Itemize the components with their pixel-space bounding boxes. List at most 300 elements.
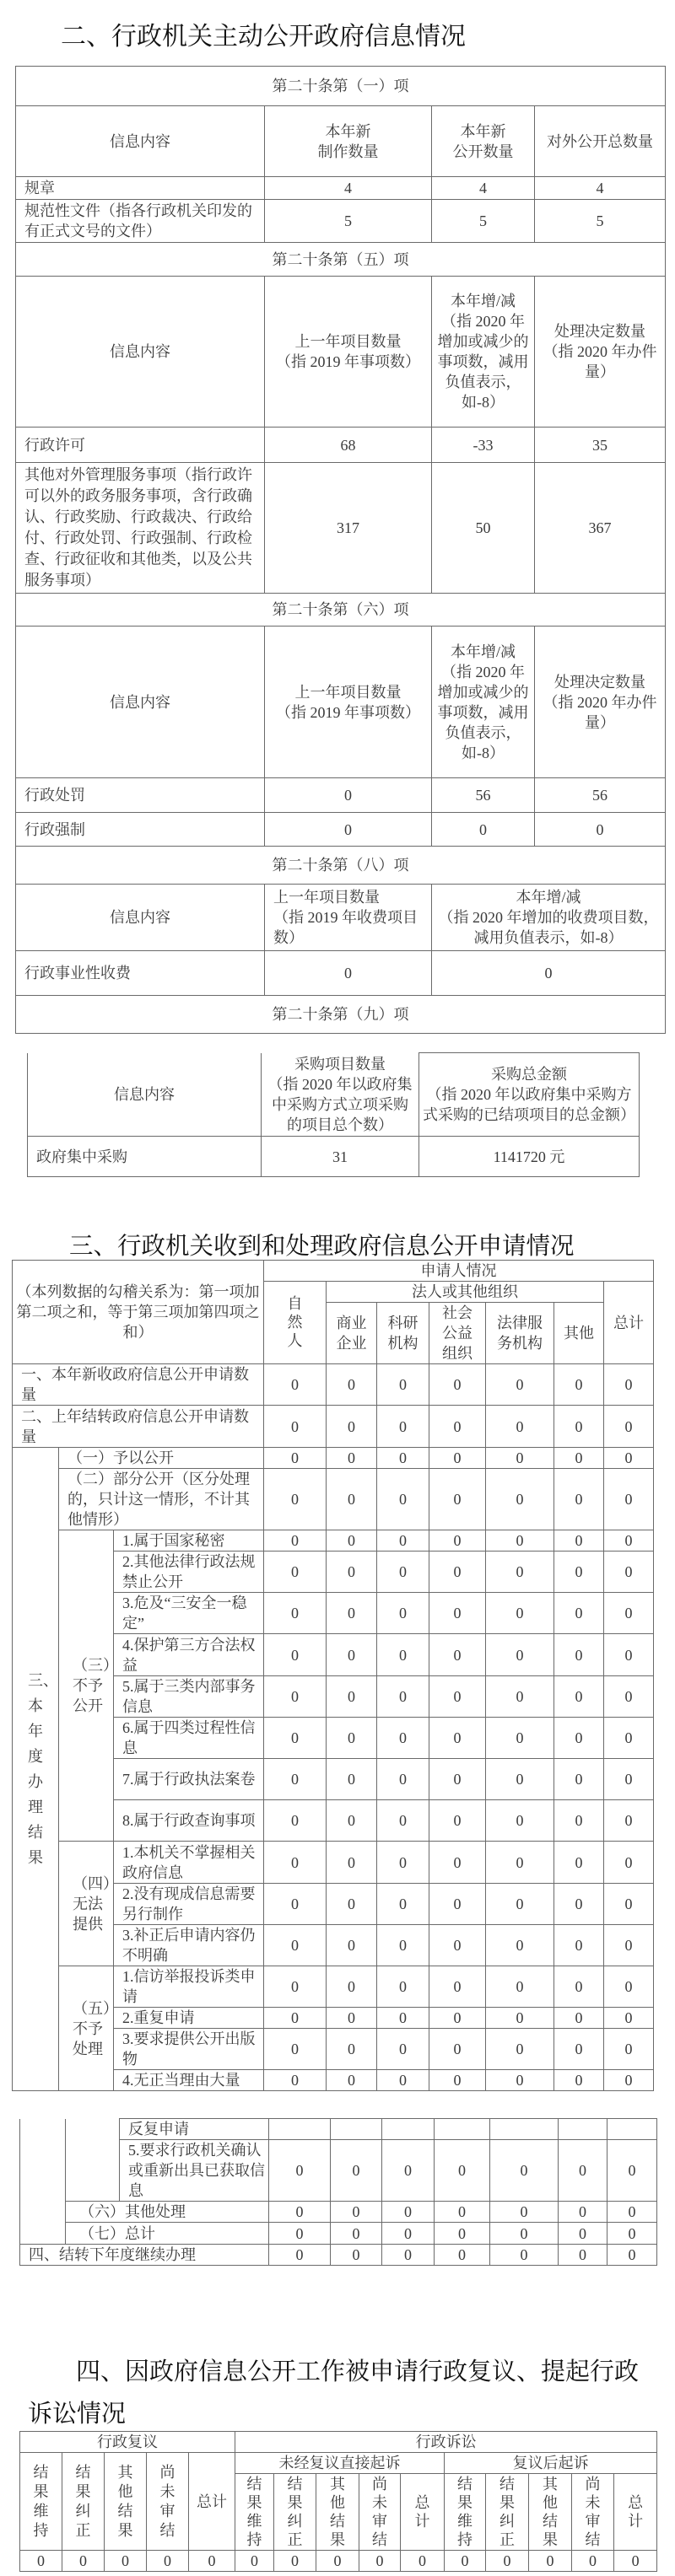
table-cell: 0 [327, 1676, 377, 1718]
row-label: （六）其他处理 [66, 2202, 269, 2223]
column-header: 复议后起诉 [445, 2453, 657, 2474]
table-cell: 0 [486, 1718, 554, 1759]
column-note: （本列数据的勾稽关系为：第一项加第二项之和，等于第三项加第四项之和） [13, 1261, 264, 1364]
table-cell: 0 [604, 1676, 654, 1718]
table-cell: 0 [614, 2551, 657, 2572]
row-label: 政府集中采购 [28, 1137, 262, 1177]
column-header [359, 2474, 401, 2551]
header-row [20, 2432, 657, 2453]
table-row [13, 1448, 654, 1469]
table-cell: 0 [264, 1759, 327, 1800]
table-row [16, 463, 666, 594]
table-cell: 0 [274, 2551, 316, 2572]
table-cell: 0 [377, 1800, 429, 1842]
table-cell: 0 [377, 1406, 429, 1448]
table-cell: 0 [490, 2202, 559, 2223]
column-header [264, 1282, 327, 1364]
column-header: 科研机构 [377, 1303, 429, 1364]
table-cell: -33 [432, 428, 535, 463]
table-cell: 0 [608, 2223, 657, 2245]
table-cell: 0 [608, 2202, 657, 2223]
cell-text: 结果维持 [457, 2475, 473, 2548]
column-header: 处理决定数量 （指 2020 年办件量） [535, 277, 666, 428]
row-label: 4.无正当理由大量 [114, 2070, 264, 2091]
table-cell: 0 [382, 2140, 435, 2202]
row-group-continued [66, 2119, 120, 2202]
table-cell: 0 [604, 1448, 654, 1469]
row-label: 7.属于行政执法案卷 [114, 1759, 264, 1800]
table-cell: 0 [608, 2245, 657, 2266]
table-cell: 4 [265, 177, 432, 200]
table-cell: 68 [265, 428, 432, 463]
procurement-table [27, 1052, 640, 1177]
table-cell: 0 [604, 1530, 654, 1552]
column-header: 行政诉讼 [235, 2432, 657, 2453]
table-cell: 0 [432, 813, 535, 847]
table-cell: 0 [429, 1406, 486, 1448]
table-cell: 4 [432, 177, 535, 200]
section-4-title: 四、因政府信息公开工作被申请行政复议、提起行政诉讼情况 [28, 2358, 640, 2428]
cell-text: 总计 [628, 2493, 644, 2530]
table-cell: 56 [535, 778, 666, 813]
column-header: 上一年项目数量 （指 2019 年事项数） [265, 277, 432, 428]
table-cell: 4 [535, 177, 666, 200]
table-cell: 0 [604, 1884, 654, 1925]
table-row [13, 1469, 654, 1530]
table-cell: 0 [559, 2223, 608, 2245]
table-cell: 0 [486, 1552, 554, 1593]
table-cell: 0 [327, 1925, 377, 1966]
column-header [274, 2474, 316, 2551]
table-cell: 0 [486, 1469, 554, 1530]
cell-text: 三、本年度办理结果 [28, 1672, 58, 1866]
table-cell: 0 [486, 1884, 554, 1925]
table-cell: 0 [377, 1759, 429, 1800]
table-cell: 0 [429, 1364, 486, 1406]
row-label: 1.信访举报投诉类申请 [114, 1966, 264, 2008]
row-label: 2.其他法律行政法规禁止公开 [114, 1552, 264, 1593]
table-cell: 0 [264, 1552, 327, 1593]
table-cell: 0 [490, 2245, 559, 2266]
table-cell: 0 [269, 2140, 331, 2202]
cell-text: 总计 [414, 2493, 430, 2530]
table-cell: 0 [604, 1925, 654, 1966]
cell-text: 其他结果 [330, 2475, 346, 2548]
table-cell [559, 2119, 608, 2140]
row-label: 1.本机关不掌握相关政府信息 [114, 1842, 264, 1884]
table-cell: 0 [269, 2202, 331, 2223]
table-cell [490, 2119, 559, 2140]
cell-text: 其他结果 [543, 2475, 559, 2548]
table-cell: 56 [432, 778, 535, 813]
table-cell: 0 [486, 1925, 554, 1966]
row-label: 规范性文件（指各行政机关印发的有正式文号的文件） [16, 200, 265, 243]
table-cell: 0 [62, 2551, 105, 2572]
row-label: 二、上年结转政府信息公开申请数量 [13, 1406, 264, 1448]
row-label: （七）总计 [66, 2223, 269, 2245]
table-cell: 0 [264, 1593, 327, 1634]
table-cell: 317 [265, 463, 432, 594]
table-row [16, 428, 666, 463]
table-cell: 0 [264, 1530, 327, 1552]
table-cell: 0 [265, 778, 432, 813]
column-header: 本年新 公开数量 [432, 106, 535, 177]
column-header [147, 2453, 189, 2551]
table-cell: 0 [269, 2245, 331, 2266]
table-cell: 0 [604, 2070, 654, 2091]
column-header: 信息内容 [16, 106, 265, 177]
table-cell: 0 [382, 2223, 435, 2245]
table-cell: 0 [327, 1966, 377, 2008]
table-cell: 367 [535, 463, 666, 594]
table-cell: 0 [377, 2029, 429, 2070]
table-cell: 0 [490, 2140, 559, 2202]
table-cell: 0 [264, 1364, 327, 1406]
table-cell: 0 [269, 2223, 331, 2245]
cell-text: 其他结果 [117, 2463, 133, 2539]
table-cell: 0 [604, 1406, 654, 1448]
table-row [13, 1406, 654, 1448]
table-cell: 0 [554, 2070, 604, 2091]
cell-text: 结果纠正 [500, 2475, 516, 2548]
table-cell: 0 [377, 2070, 429, 2091]
cell-text: 结果纠正 [287, 2475, 303, 2548]
table-cell: 0 [554, 1966, 604, 2008]
column-header: 法律服务机构 [486, 1303, 554, 1364]
table-cell: 0 [429, 1593, 486, 1634]
table-cell: 0 [359, 2551, 401, 2572]
table-cell: 0 [377, 1884, 429, 1925]
table-cell: 0 [327, 1884, 377, 1925]
table-cell: 0 [20, 2551, 62, 2572]
table-cell: 0 [327, 1593, 377, 1634]
cell-text: 结果纠正 [75, 2463, 91, 2539]
table-cell [382, 2119, 435, 2140]
column-header: 上一年项目数量 （指 2019 年收费项目数） [265, 885, 432, 951]
table-cell: 0 [486, 1842, 554, 1884]
row-group-label: （五）不予处理 [59, 1966, 114, 2091]
column-header: 处理决定数量 （指 2020 年办件量） [535, 627, 666, 778]
table-cell: 0 [486, 2029, 554, 2070]
table-cell: 0 [554, 1842, 604, 1884]
column-header [105, 2453, 147, 2551]
table-cell: 0 [189, 2551, 235, 2572]
table-cell: 0 [429, 1718, 486, 1759]
column-header [62, 2453, 105, 2551]
table-cell: 0 [604, 1593, 654, 1634]
table-row [20, 2119, 657, 2140]
table-cell: 0 [604, 1634, 654, 1676]
table-cell: 0 [554, 2029, 604, 2070]
row-label: 2.没有现成信息需要另行制作 [114, 1884, 264, 1925]
cell-text: 自然人 [287, 1295, 303, 1349]
column-header: 信息内容 [16, 885, 265, 951]
row-label: 1.属于国家秘密 [114, 1530, 264, 1552]
table-cell: 0 [604, 1966, 654, 2008]
row-label: 5.属于三类内部事务信息 [114, 1676, 264, 1718]
table-cell: 0 [529, 2551, 572, 2572]
table-cell: 0 [264, 1884, 327, 1925]
table-cell: 0 [604, 1718, 654, 1759]
row-label: 行政处罚 [16, 778, 265, 813]
table-cell: 0 [429, 1800, 486, 1842]
table-cell: 0 [327, 1406, 377, 1448]
section-heading: 第二十条第（八）项 [16, 847, 666, 885]
table-cell: 0 [429, 2029, 486, 2070]
row-label: 4.保护第三方合法权益 [114, 1634, 264, 1676]
table-cell: 0 [429, 1530, 486, 1552]
column-header: 信息内容 [28, 1053, 262, 1137]
table-row [13, 1364, 654, 1406]
table-cell: 0 [604, 1842, 654, 1884]
table-cell: 0 [377, 1718, 429, 1759]
column-header [572, 2474, 614, 2551]
table-cell: 0 [559, 2202, 608, 2223]
table-cell: 0 [429, 1884, 486, 1925]
column-header: 信息内容 [16, 277, 265, 428]
row-label: 6.属于四类过程性信息 [114, 1718, 264, 1759]
table-cell: 0 [264, 1718, 327, 1759]
section-2-title: 二、行政机关主动公开政府信息情况 [61, 23, 466, 51]
table-cell: 1141720 元 [419, 1137, 640, 1177]
table-cell: 0 [264, 1842, 327, 1884]
cell-text: 尚未审结 [372, 2475, 388, 2548]
column-header: 其他 [554, 1303, 604, 1364]
row-group-continued [20, 2119, 66, 2245]
table-row [16, 778, 666, 813]
table-cell: 5 [265, 200, 432, 243]
application-handling-table [12, 1260, 654, 2091]
table-cell: 0 [264, 1406, 327, 1448]
table-cell: 0 [604, 1552, 654, 1593]
table-cell: 0 [264, 1800, 327, 1842]
table-cell: 0 [377, 1634, 429, 1676]
table-row [28, 1137, 640, 1177]
table-cell: 0 [331, 2140, 382, 2202]
table-cell: 0 [554, 1925, 604, 1966]
column-header: 本年新 制作数量 [265, 106, 432, 177]
table-row [13, 1842, 654, 1884]
table-cell: 0 [327, 1800, 377, 1842]
header-row [13, 1261, 654, 1282]
row-label: 2.重复申请 [114, 2008, 264, 2029]
row-label: 其他对外管理服务事项（指行政许可以外的政务服务事项，含行政确认、行政奖励、行政裁决、行政给付、行政处罚、行政强制、行政检查、行政征收和其他类，以及公共服务事项） [16, 463, 265, 594]
table-cell: 0 [382, 2245, 435, 2266]
table-cell: 0 [429, 2008, 486, 2029]
table-cell: 0 [377, 1530, 429, 1552]
application-handling-table-continued [19, 2118, 657, 2266]
table-cell: 0 [554, 1406, 604, 1448]
table-row [16, 177, 666, 200]
column-header [486, 2474, 529, 2551]
table-cell: 0 [608, 2140, 657, 2202]
table-cell: 0 [554, 1676, 604, 1718]
row-label: （一）予以公开 [59, 1448, 264, 1469]
table-cell: 0 [429, 1676, 486, 1718]
table-cell: 0 [377, 1364, 429, 1406]
table-cell: 0 [377, 1469, 429, 1530]
table-cell: 0 [486, 1406, 554, 1448]
section-heading: 第二十条第（六）项 [16, 594, 666, 627]
table-cell: 0 [486, 2070, 554, 2091]
table-cell: 0 [377, 1925, 429, 1966]
table-cell: 0 [429, 1759, 486, 1800]
table-cell: 0 [327, 1634, 377, 1676]
table-cell: 0 [265, 951, 432, 996]
table-cell: 0 [264, 2008, 327, 2029]
table-cell: 0 [377, 2008, 429, 2029]
table-cell: 0 [264, 1966, 327, 2008]
table-row [20, 2245, 657, 2266]
column-header: 本年增/减 （指 2020 年增加或减少的事项数，减用负值表示，如-8） [432, 627, 535, 778]
table-cell: 0 [604, 1759, 654, 1800]
table-cell: 0 [445, 2551, 486, 2572]
table-cell: 0 [264, 1925, 327, 1966]
row-label: 3.危及“三安全一稳定” [114, 1593, 264, 1634]
table-cell: 0 [429, 1634, 486, 1676]
row-group-label: （三）不予公开 [59, 1530, 114, 1842]
review-litigation-table [19, 2431, 657, 2572]
table-cell: 0 [429, 1448, 486, 1469]
table-cell: 0 [554, 1593, 604, 1634]
row-group-label: （四）无法提供 [59, 1842, 114, 1966]
column-header: 采购总金额 （指 2020 年以政府集中采购方式采购的已结项项目的总金额） [419, 1053, 640, 1137]
table-cell: 0 [264, 1469, 327, 1530]
section-heading: 第二十条第（九）项 [16, 996, 666, 1034]
table-cell: 0 [382, 2202, 435, 2223]
row-label: 规章 [16, 177, 265, 200]
column-header: 本年增/减 （指 2020 年增加或减少的事项数，减用负值表示，如-8） [432, 277, 535, 428]
table-cell: 0 [264, 1676, 327, 1718]
table-cell: 0 [331, 2202, 382, 2223]
table-cell: 0 [554, 1759, 604, 1800]
table-cell: 0 [559, 2245, 608, 2266]
row-label: 四、结转下年度继续办理 [20, 2245, 269, 2266]
table-row [20, 2202, 657, 2223]
table-cell: 0 [264, 2029, 327, 2070]
section-heading: 第二十条第（五）项 [16, 243, 666, 277]
table-cell: 0 [327, 1842, 377, 1884]
table-cell: 0 [490, 2223, 559, 2245]
proactive-disclosure-table [15, 66, 666, 1034]
column-header: 未经复议直接起诉 [235, 2453, 445, 2474]
column-header: 对外公开总数量 [535, 106, 666, 177]
table-row [20, 2551, 657, 2572]
table-row [13, 1966, 654, 2008]
table-cell: 0 [264, 1634, 327, 1676]
table-cell: 0 [486, 1676, 554, 1718]
table-cell: 0 [486, 1448, 554, 1469]
column-header: 行政复议 [20, 2432, 235, 2453]
column-header: 上一年项目数量 （指 2019 年事项数） [265, 627, 432, 778]
table-cell: 0 [604, 1364, 654, 1406]
table-cell: 0 [554, 2008, 604, 2029]
column-header: 法人或其他组织 [327, 1282, 604, 1303]
table-cell: 0 [429, 1469, 486, 1530]
table-cell: 0 [486, 1759, 554, 1800]
table-cell: 0 [572, 2551, 614, 2572]
table-cell: 0 [377, 1842, 429, 1884]
row-label: 8.属于行政查询事项 [114, 1800, 264, 1842]
table-cell: 0 [486, 2008, 554, 2029]
section-3-title: 三、行政机关收到和处理政府信息公开申请情况 [69, 1233, 575, 1260]
table-cell: 0 [401, 2551, 445, 2572]
table-cell: 0 [429, 1925, 486, 1966]
column-header [316, 2474, 359, 2551]
column-header [235, 2474, 274, 2551]
row-label: 3.补正后申请内容仍不明确 [114, 1925, 264, 1966]
table-cell: 0 [435, 2202, 490, 2223]
column-header [614, 2474, 657, 2551]
table-cell: 0 [327, 1552, 377, 1593]
table-cell: 0 [264, 2070, 327, 2091]
table-cell: 0 [235, 2551, 274, 2572]
table-cell: 0 [554, 1718, 604, 1759]
table-cell: 0 [377, 1966, 429, 2008]
table-cell: 0 [604, 1800, 654, 1842]
column-header: 社会公益组织 [429, 1303, 486, 1364]
table-cell: 0 [327, 2008, 377, 2029]
table-cell: 0 [486, 2551, 529, 2572]
cell-text: 结果维持 [33, 2463, 49, 2539]
column-header: 商业企业 [327, 1303, 377, 1364]
table-cell [331, 2119, 382, 2140]
section-heading: 第二十条第（一）项 [16, 67, 666, 106]
table-cell: 35 [535, 428, 666, 463]
column-header [20, 2453, 62, 2551]
table-cell: 0 [327, 1530, 377, 1552]
table-cell: 0 [554, 1448, 604, 1469]
column-header: 采购项目数量 （指 2020 年以政府集中采购方式立项采购的项目总个数） [262, 1053, 419, 1137]
table-cell: 0 [554, 1530, 604, 1552]
table-cell: 0 [559, 2140, 608, 2202]
table-cell: 0 [316, 2551, 359, 2572]
row-label: 5.要求行政机关确认或重新出具已获取信息 [120, 2140, 269, 2202]
table-cell: 5 [535, 200, 666, 243]
table-cell: 0 [429, 2070, 486, 2091]
column-header [445, 2474, 486, 2551]
table-cell: 0 [327, 1469, 377, 1530]
table-cell: 0 [486, 1966, 554, 2008]
table-cell: 31 [262, 1137, 419, 1177]
table-cell: 0 [327, 2070, 377, 2091]
table-cell: 0 [535, 813, 666, 847]
row-group-label [13, 1448, 59, 2091]
table-cell [269, 2119, 331, 2140]
table-cell: 0 [377, 1448, 429, 1469]
row-label: 行政许可 [16, 428, 265, 463]
table-cell: 0 [327, 2029, 377, 2070]
table-cell: 0 [554, 1364, 604, 1406]
table-row [16, 813, 666, 847]
table-row [16, 951, 666, 996]
column-header: 总计 [604, 1282, 654, 1364]
column-header: 信息内容 [16, 627, 265, 778]
table-cell: 0 [435, 2140, 490, 2202]
table-row [20, 2223, 657, 2245]
table-cell: 0 [435, 2223, 490, 2245]
table-row [13, 1530, 654, 1552]
column-header: 总计 [189, 2453, 235, 2551]
table-cell: 0 [486, 1530, 554, 1552]
table-cell: 0 [554, 1552, 604, 1593]
table-cell: 0 [435, 2245, 490, 2266]
table-cell: 0 [377, 1552, 429, 1593]
cell-text: 尚未审结 [585, 2475, 601, 2548]
table-cell: 0 [264, 1448, 327, 1469]
table-cell: 0 [554, 1469, 604, 1530]
column-header: 本年增/减 （指 2020 年增加的收费项目数，减用负值表示，如-8） [432, 885, 666, 951]
